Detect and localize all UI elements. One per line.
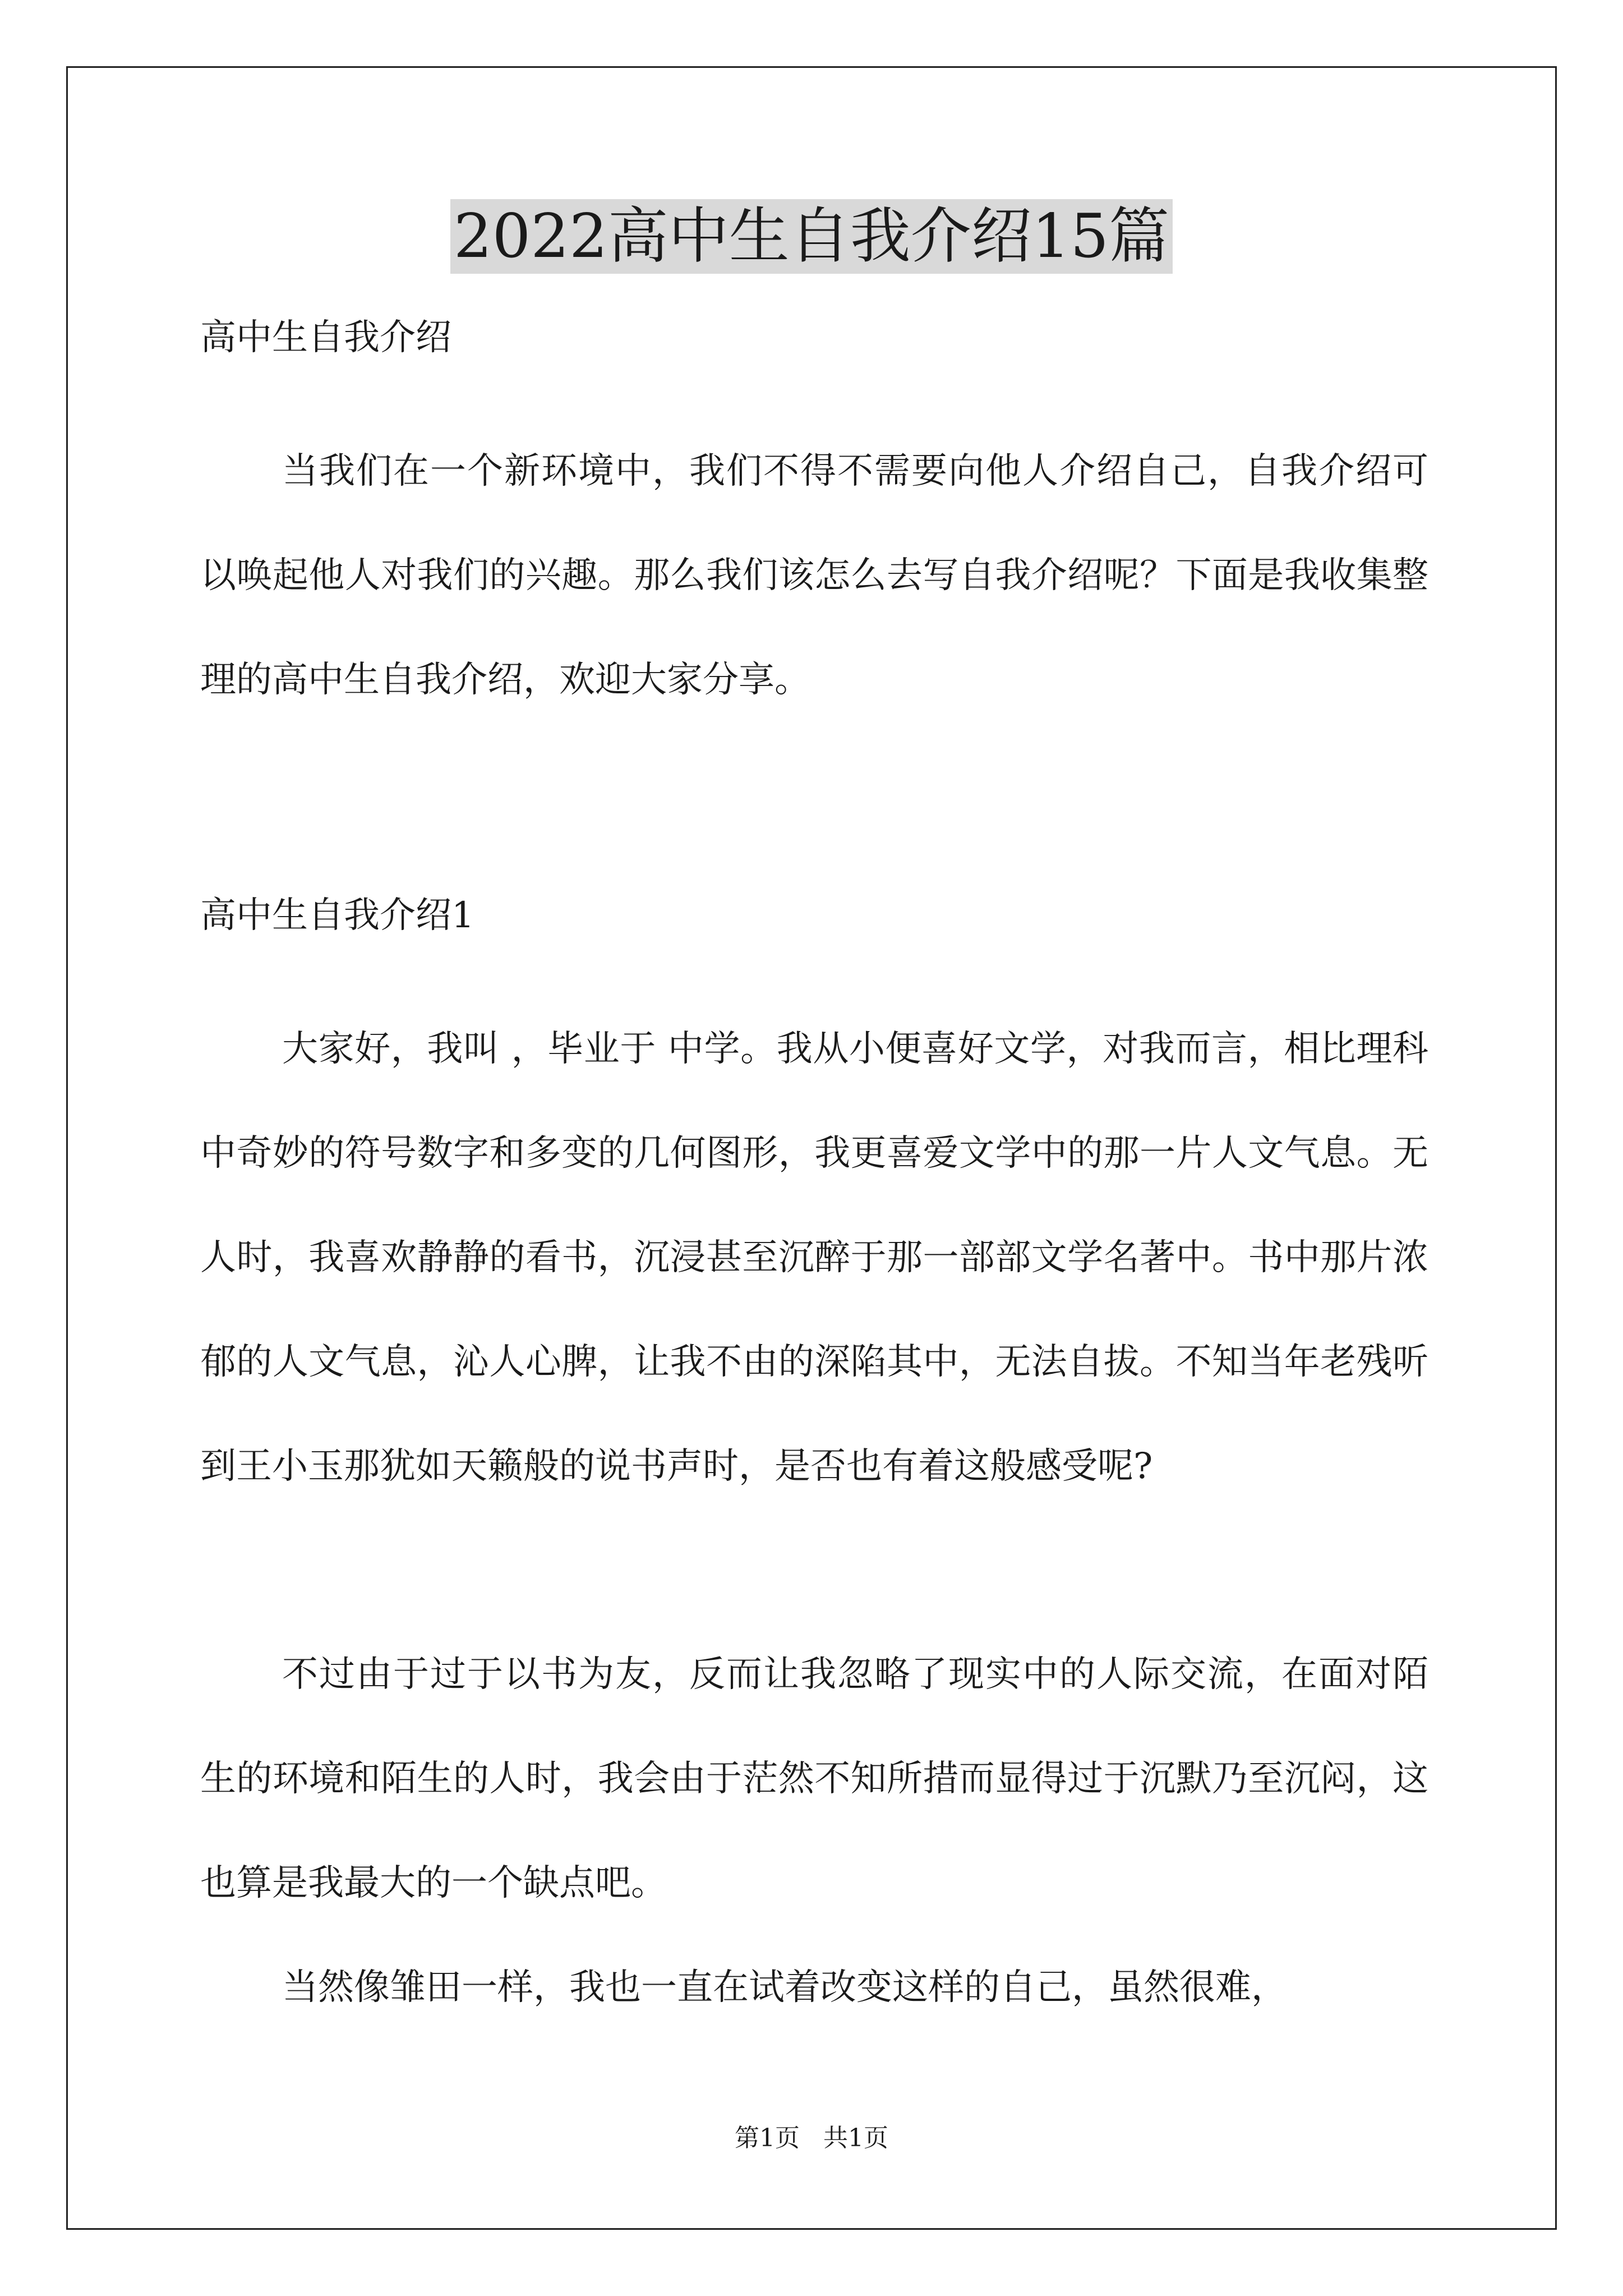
- paragraph-1-3: 当然像雏田一样，我也一直在试着改变这样的自己，虽然很难，: [282, 1967, 1287, 2008]
- document-title-text: 2022高中生自我介绍15篇: [450, 199, 1173, 274]
- paragraph-1-1: 大家好，我叫 ，毕业于 中学。我从小便喜好文学，对我而言，相比理科中奇妙的符号数字和多变的几何图形，我更喜爱文学中的那一片人文气息。无人时，我喜欢静静的看书，沉浸甚至沉醉于那一部部文学名著中。书中那片浓郁的人文气息，沁人心脾，让我不由的深陷其中，无法自拔。不知当年老残听到王小玉那犹如天籁般的说书声时，是否也有着这般感受呢?: [200, 1028, 1428, 1487]
- page-footer: 第1页 共1页: [735, 2124, 888, 2152]
- section-heading-intro: 高中生自我介绍: [200, 317, 451, 358]
- document-title: [0, 197, 1623, 276]
- paragraph-intro: 当我们在一个新环境中，我们不得不需要向他人介绍自己，自我介绍可以唤起他人对我们的兴趣。那么我们该怎么去写自我介绍呢？下面是我收集整理的高中生自我介绍，欢迎大家分享。: [200, 450, 1428, 701]
- section-heading-1: 高中生自我介绍1: [200, 895, 474, 936]
- paragraph-1-2: 不过由于过于以书为友，反而让我忽略了现实中的人际交流，在面对陌生的环境和陌生的人时，我会由于茫然不知所措而显得过于沉默乃至沉闷，这也算是我最大的一个缺点吧。: [200, 1654, 1428, 1904]
